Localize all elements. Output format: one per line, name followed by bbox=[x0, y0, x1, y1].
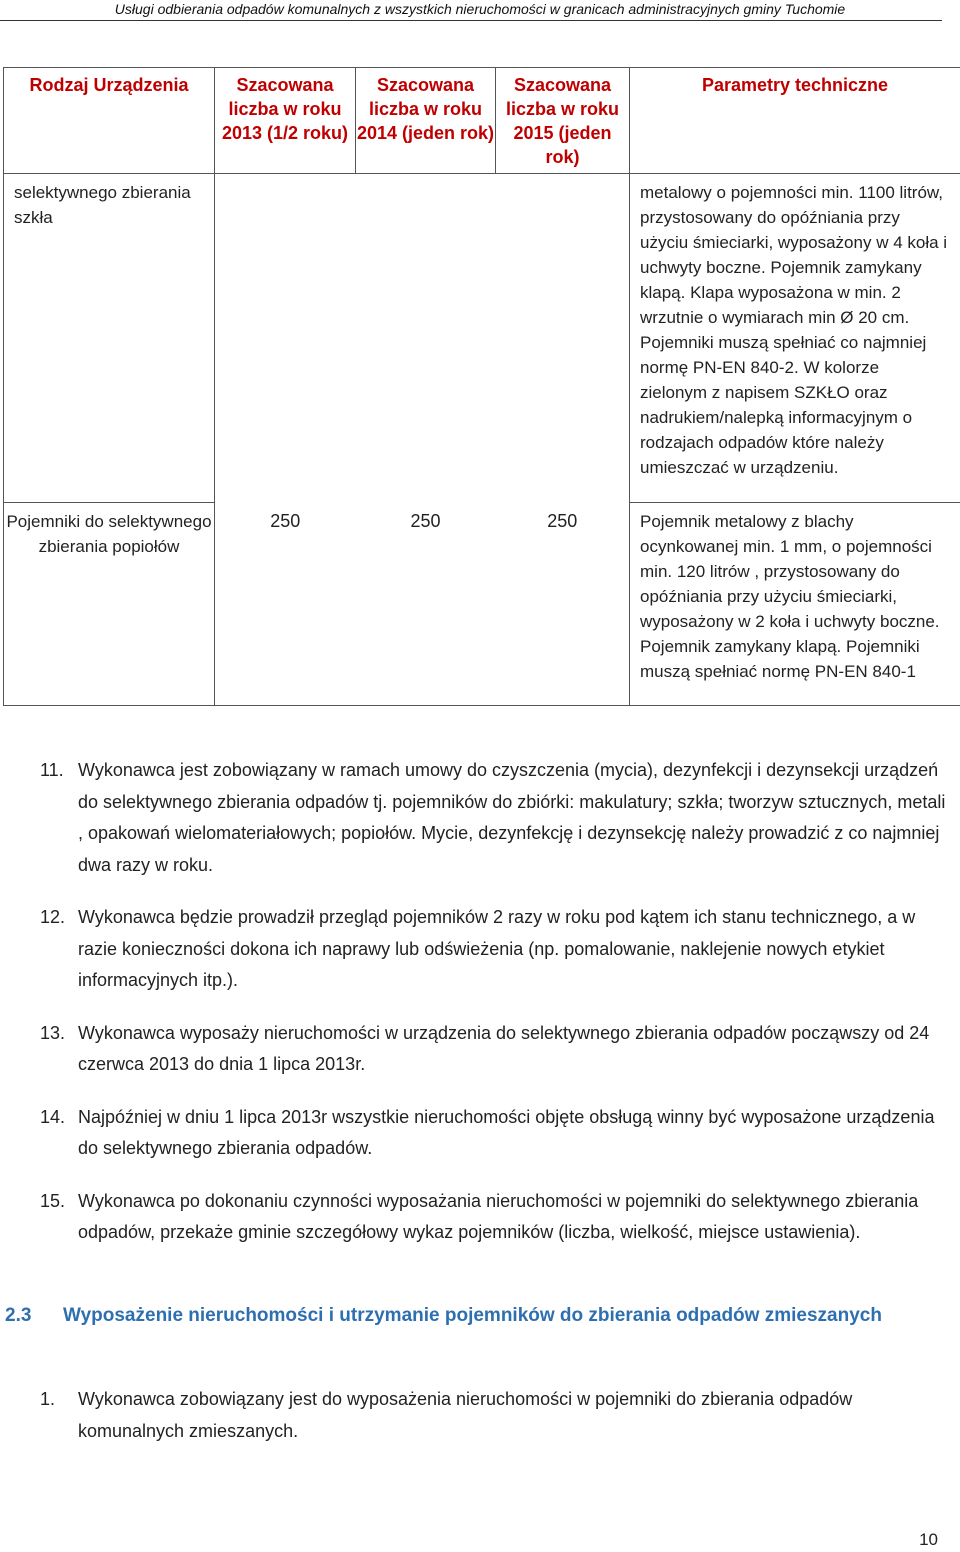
numbered-list bbox=[40, 755, 950, 1249]
list-item bbox=[40, 1102, 950, 1165]
row-2013 bbox=[215, 174, 356, 503]
header-kind: Rodzaj Urządzenia bbox=[4, 68, 215, 174]
list-item bbox=[40, 1384, 950, 1447]
list-item bbox=[40, 1186, 950, 1249]
list-item-text: Wykonawca jest zobowiązany w ramach umowy do czyszczenia (mycia), dezynfekcji i dezynsekcji urządzeń do selektywnego zbierania odpadów tj. pojemników do zbiórki: makulatury; szkła; tworzyw sztucznych, metali , opakowań wielomateriałowych; popiołów. Mycie, dezynfekcję i dezynsekcję należy prowadzić z co najmniej dwa razy w roku. bbox=[78, 760, 946, 875]
running-header: Usługi odbierania odpadów komunalnych z wszystkich nieruchomości w granicach administracyjnych gminy Tuchomie bbox=[114, 1, 846, 17]
list-item-text: Wykonawca będzie prowadził przegląd pojemników 2 razy w roku pod kątem ich stanu technicznego, a w razie konieczności dokona ich naprawy lub odświeżenia (np. pomalowanie, naklejenie nowych etykiet informacyjnych itp.). bbox=[78, 907, 916, 990]
header-2014: Szacowana liczba w roku 2014 (jeden rok) bbox=[356, 68, 496, 174]
header-2015: Szacowana liczba w roku 2015 (jeden rok) bbox=[496, 68, 630, 174]
list-item-number: 14. bbox=[40, 1106, 66, 1127]
header-2013: Szacowana liczba w roku 2013 (1/2 roku) bbox=[215, 68, 356, 174]
row-2014: 250 bbox=[356, 503, 496, 706]
list-item bbox=[40, 755, 950, 881]
list-item-number: 15. bbox=[40, 1190, 66, 1211]
row-2015 bbox=[496, 174, 630, 503]
list-item bbox=[40, 1018, 950, 1081]
row-params: metalowy o pojemności min. 1100 litrów, przystosowany do opóźniania przy użyciu śmieciarki, wyposażony w 4 koła i uchwyty boczne. Pojemnik zamykany klapą. Klapa wyposażona w min. 2 wrzutnie o wymiarach min Ø 20 cm. Pojemniki muszą spełniać co najmniej normę PN-EN 840-2. W kolorze zielonym z napisem SZKŁO oraz nadrukiem/nalepką informacyjnym o rodzajach odpadów które należy umieszczać w urządzeniu. bbox=[630, 174, 960, 503]
list-item-number: 11. bbox=[40, 760, 64, 780]
row-params: Pojemnik metalowy z blachy ocynkowanej min. 1 mm, o pojemności min. 120 litrów , przystosowany do opóźniania przy użyciu śmieciarki, wyposażony w 2 koła i uchwyty boczne. Pojemnik zamykany klapą. Pojemniki muszą spełniać normę PN-EN 840-1 bbox=[630, 503, 960, 706]
section-title: Wyposażenie nieruchomości i utrzymanie pojemników do zbierania odpadów zmieszanych bbox=[63, 1305, 882, 1326]
row-kind: selektywnego zbierania szkła bbox=[4, 174, 215, 503]
page-number: 10 bbox=[919, 1530, 938, 1549]
section-number: 2.3 bbox=[5, 1305, 32, 1326]
row-2014 bbox=[356, 174, 496, 503]
section-list bbox=[40, 1384, 950, 1447]
header-rule bbox=[0, 20, 942, 21]
list-item-number: 13. bbox=[40, 1022, 66, 1043]
list-item-number: 12. bbox=[40, 907, 66, 927]
row-2015: 250 bbox=[496, 503, 630, 706]
list-item bbox=[40, 902, 950, 997]
section-heading bbox=[5, 1300, 955, 1332]
table-row bbox=[4, 503, 960, 706]
list-item-text: Wykonawca zobowiązany jest do wyposażenia nieruchomości w pojemniki do zbierania odpadów komunalnych zmieszanych. bbox=[78, 1389, 853, 1441]
row-kind: Pojemniki do selektywnego zbierania popiołów bbox=[4, 503, 215, 706]
header-params: Parametry techniczne bbox=[630, 68, 960, 174]
list-item-text: Wykonawca po dokonaniu czynności wyposażania nieruchomości w pojemniki do selektywnego zbierania odpadów, przekaże gminie szczegółowy wykaz pojemników (liczba, wielkość, miejsce ustawienia). bbox=[78, 1190, 919, 1242]
list-item-number: 1. bbox=[40, 1389, 56, 1409]
containers-table bbox=[3, 67, 960, 706]
table-row bbox=[4, 174, 960, 503]
list-item-text: Najpóźniej w dniu 1 lipca 2013r wszystkie nieruchomości objęte obsługą winny być wyposażone urządzenia do selektywnego zbierania odpadów. bbox=[78, 1106, 935, 1158]
row-2013: 250 bbox=[215, 503, 356, 706]
list-item-text: Wykonawca wyposaży nieruchomości w urządzenia do selektywnego zbierania odpadów począwszy od 24 czerwca 2013 do dnia 1 lipca 2013r. bbox=[78, 1022, 930, 1074]
table-header-row bbox=[4, 68, 960, 174]
